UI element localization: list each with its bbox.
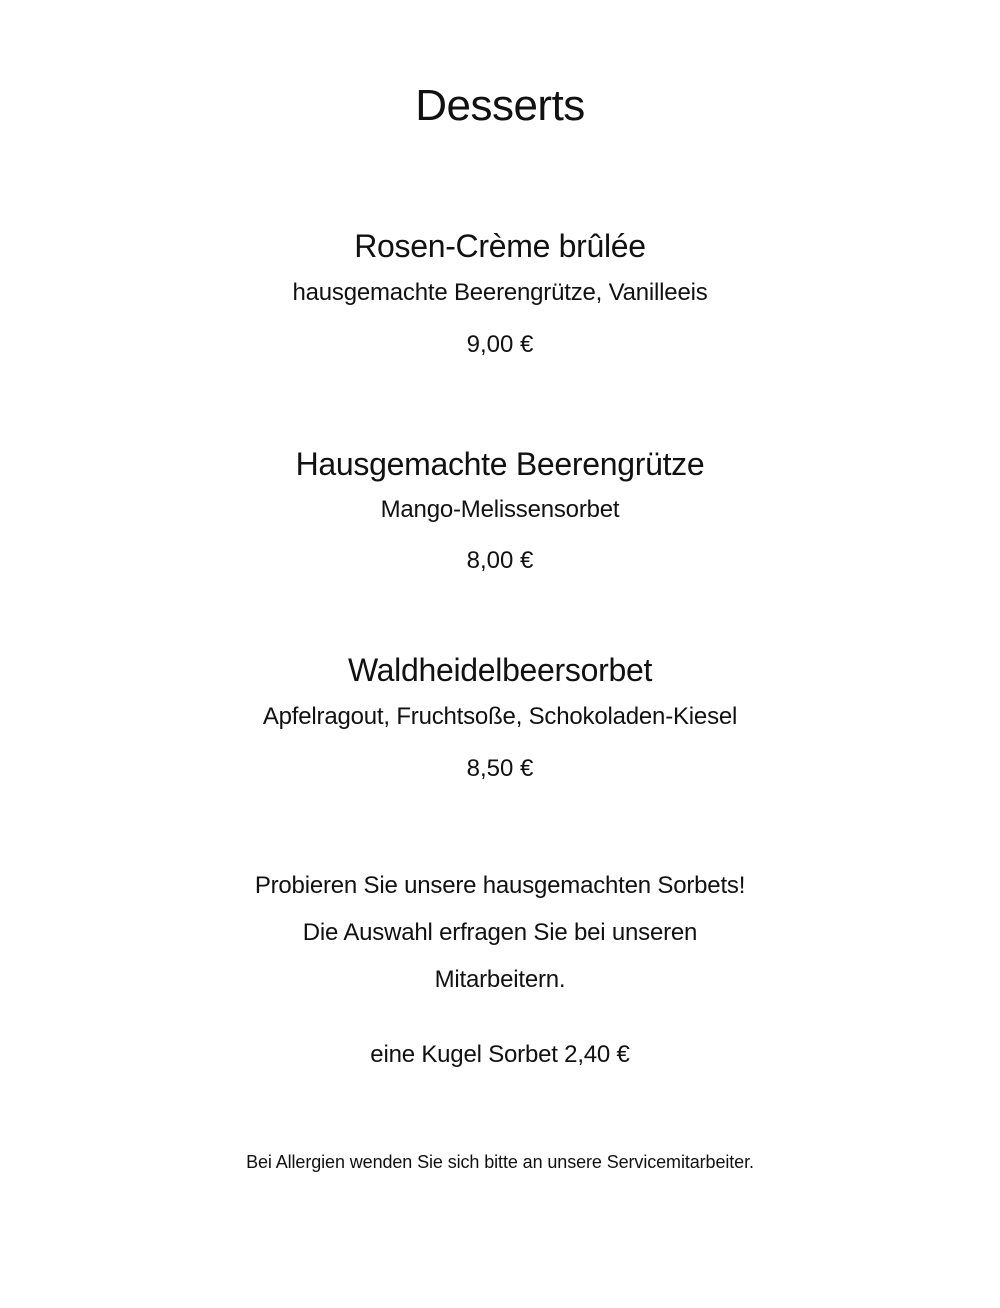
dish-description: Mango-Melissensorbet bbox=[380, 496, 620, 523]
dish-name: Waldheidelbeersorbet bbox=[347, 652, 653, 688]
sorbet-note-line: Probieren Sie unsere hausgemachten Sorbets! bbox=[254, 872, 746, 899]
sorbet-note-line: Mitarbeitern. bbox=[434, 966, 566, 993]
dish-description: Apfelragout, Fruchtsoße, Schokoladen-Kiesel bbox=[262, 703, 738, 730]
dish-name: Rosen-Crème brûlée bbox=[354, 228, 646, 264]
sorbet-note-line: Die Auswahl erfragen Sie bei unseren bbox=[302, 919, 698, 946]
dish-description: hausgemachte Beerengrütze, Vanilleeis bbox=[292, 279, 708, 306]
dish-name: Hausgemachte Beerengrütze bbox=[295, 446, 705, 482]
allergy-note: Bei Allergien wenden Sie sich bitte an unsere Servicemitarbeiter. bbox=[246, 1152, 754, 1172]
sorbet-price: eine Kugel Sorbet 2,40 € bbox=[370, 1041, 630, 1068]
dish-price: 8,50 € bbox=[466, 755, 534, 782]
page-title: Desserts bbox=[415, 81, 585, 130]
dish-price: 9,00 € bbox=[466, 331, 534, 358]
dish-price: 8,00 € bbox=[466, 547, 534, 574]
